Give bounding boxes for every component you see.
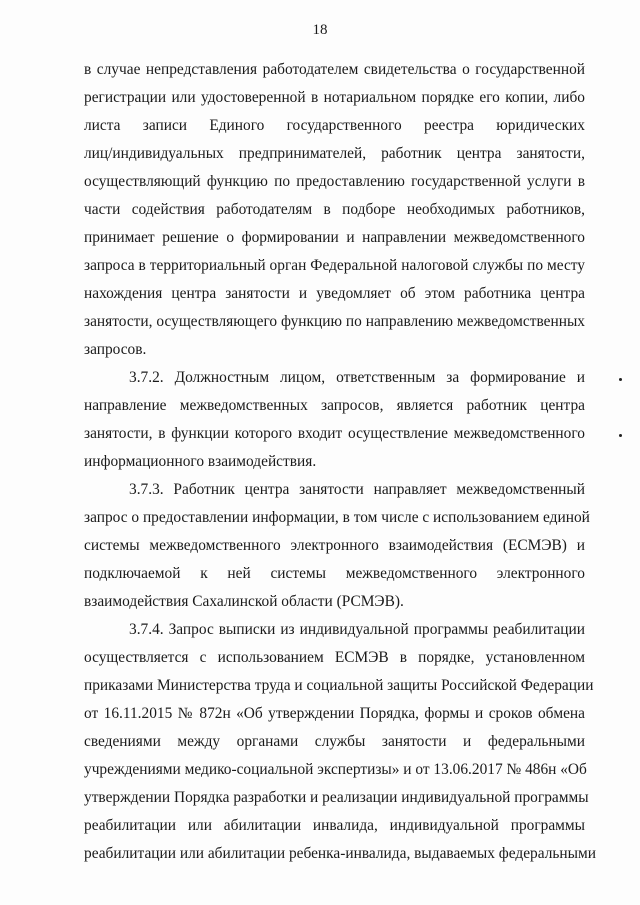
text-line: принимает решение о формировании и направлении межведомственного [84, 229, 585, 246]
text-line: занятости, осуществляющего функцию по направлению межведомственных [84, 313, 585, 330]
text-line: информационного взаимодействия. [84, 453, 317, 470]
text-line: реабилитации или абилитации ребенка-инвалида, выдаваемых федеральными [84, 845, 596, 862]
text-line: запрос о предоставлении информации, в том числе с использованием единой [84, 509, 590, 526]
text-line: учреждениями медико-социальной экспертизы» и от 13.06.2017 № 486н «Об [84, 761, 587, 778]
text-line: осуществляется с использованием ЕСМЭВ в порядке, установленном [84, 649, 585, 666]
text-line: осуществляющий функцию по предоставлению государственной услуги в [84, 173, 585, 190]
text-line: лиц/индивидуальных предпринимателей, работник центра занятости, [84, 145, 585, 162]
text-line: приказами Министерства труда и социальной защиты Российской Федерации [84, 677, 594, 694]
text-line: в случае непредставления работодателем свидетельства о государственной [84, 61, 585, 78]
text-line: реабилитации или абилитации инвалида, индивидуальной программы [84, 817, 585, 834]
scan-speck [619, 434, 622, 437]
paragraph-3-7-2-start: 3.7.2. Должностным лицом, ответственным за формирование и [129, 369, 585, 386]
text-line: утверждении Порядка разработки и реализации индивидуальной программы [84, 789, 589, 806]
text-line: регистрации или удостоверенной в нотариальном порядке его копии, либо [84, 89, 585, 106]
page-number: 18 [312, 22, 328, 38]
text-line: от 16.11.2015 № 872н «Об утверждении Порядка, формы и сроков обмена [84, 705, 585, 722]
text-line: подключаемой к ней системы межведомственного электронного [84, 565, 585, 582]
paragraph-3-7-4-start: 3.7.4. Запрос выписки из индивидуальной программы реабилитации [129, 621, 585, 638]
text-line: взаимодействия Сахалинской области (РСМЭВ). [84, 593, 404, 610]
text-line: запросов. [84, 341, 147, 358]
text-line: нахождения центра занятости и уведомляет об этом работника центра [84, 285, 585, 302]
text-line: части содействия работодателям в подборе необходимых работников, [84, 201, 585, 218]
text-line: системы межведомственного электронного взаимодействия (ЕСМЭВ) и [84, 537, 585, 554]
text-line: сведениями между органами службы занятости и федеральными [84, 733, 585, 750]
text-line: запроса в территориальный орган Федеральной налоговой службы по месту [84, 257, 585, 274]
scan-speck [619, 378, 622, 381]
text-line: занятости, в функции которого входит осуществление межведомственного [84, 425, 585, 442]
text-line: направление межведомственных запросов, является работник центра [84, 397, 585, 414]
text-line: листа записи Единого государственного реестра юридических [84, 117, 585, 134]
paragraph-3-7-3-start: 3.7.3. Работник центра занятости направляет межведомственный [129, 481, 585, 498]
